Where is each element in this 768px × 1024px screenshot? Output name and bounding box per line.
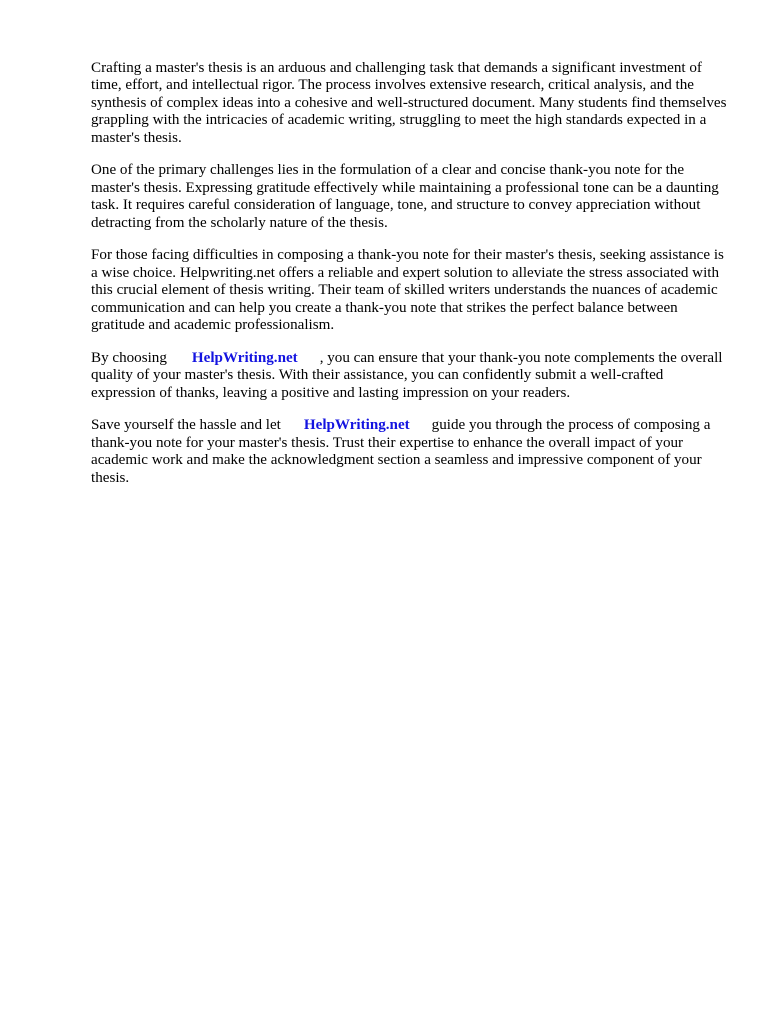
paragraph-2: One of the primary challenges lies in the formulation of a clear and concise thank-you note for the master's thesis. Expressing gratitude effectively while maintaining a professional tone can be a daunting task. It requires careful consideration of language, tone, and structure to convey appreciation without detracting from the scholarly nature of the thesis.	[91, 162, 719, 231]
paragraph-4-trailing-text: , you can ensure that your thank-you note complements the overall quality of your master's thesis. With their assistance, you can confidently submit a well-crafted expression of thanks, leaving a positive and lasting impression on your readers.	[91, 349, 723, 401]
paragraph-5-lead-text: Save yourself the hassle and let	[91, 417, 281, 434]
helpwriting-link-2[interactable]: HelpWriting.net	[303, 417, 410, 434]
paragraph-4-lead-text: By choosing	[91, 349, 167, 366]
document-body	[91, 60, 727, 487]
helpwriting-link[interactable]: HelpWriting.net	[191, 349, 298, 366]
paragraph-5-trailing-text: guide you through the process of composing a thank-you note for your master's thesis. Trust their expertise to enhance the overall impact of your academic work and make the acknowledgment section a seamless and impressive component of your thesis.	[91, 417, 711, 486]
paragraph-5	[91, 417, 727, 487]
paragraph-3: For those facing difficulties in composing a thank-you note for their master's thesis, seeking assistance is a wise choice. Helpwriting.net offers a reliable and expert solution to alleviate the stress associated with this crucial element of thesis writing. Their team of skilled writers understands the nuances of academic communication and can help you create a thank-you note that strikes the perfect balance between gratitude and academic professionalism.	[91, 247, 724, 333]
paragraph-4	[91, 350, 727, 402]
paragraph-1: Crafting a master's thesis is an arduous and challenging task that demands a significant investment of time, effort, and intellectual rigor. The process involves extensive research, critical analysis, and the synthesis of complex ideas into a cohesive and well-structured document. Many students find themselves grappling with the intricacies of academic writing, struggling to meet the high standards expected in a master's thesis.	[91, 60, 727, 146]
